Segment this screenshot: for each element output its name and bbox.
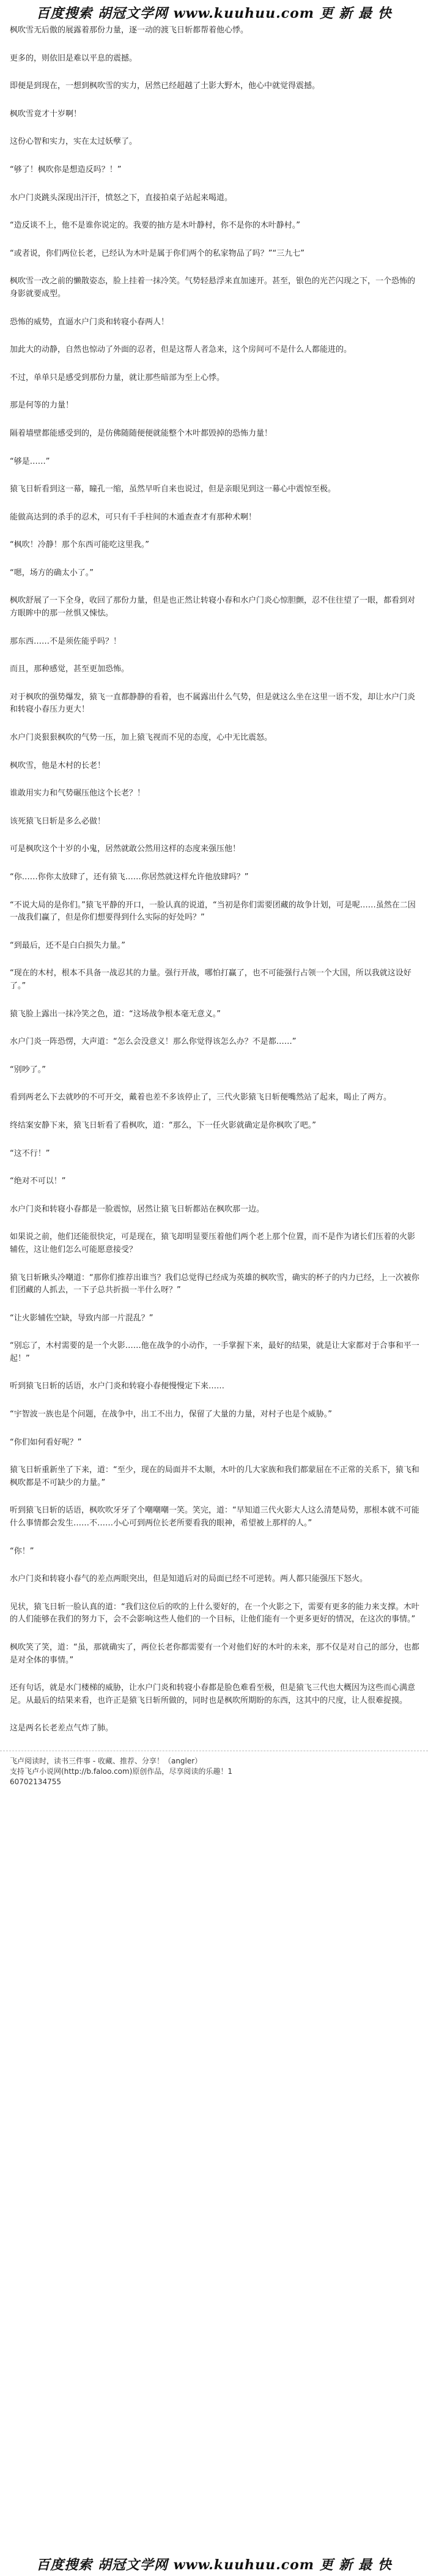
footer-line-id: 60702134755 [10, 1777, 61, 1786]
paragraph: “你！” [10, 1546, 34, 1556]
paragraph: “你们如何看好呢？” [10, 1437, 82, 1447]
paragraph: 水户门炎和转寝小春气的差点两眼突出，但是知道后对的局面已经不可逆转。两人都只能强压下怒火。 [10, 1574, 368, 1584]
paragraph: “别忘了，木村需要的是一个火影……他在战争的小动作，一手掌握下来，最好的结果，就是让大家都对于合事和平一起！” [10, 1341, 419, 1363]
paragraph: “枫吹！冷静！那个东西可能吃这里我。” [10, 540, 149, 550]
paragraph: “你……你你太放肆了，还有猿飞……你居然就这样允许他放肆吗？” [10, 873, 249, 882]
paragraph: 谁敢用实力和气势碾压他这个长老？！ [10, 789, 146, 798]
paragraph: 枫吹笑了笑，道：“虽，那就确实了，两位长老你都需要有一个对他们好的木叶的未来，那不仅是对自己的部分，也都是对全体的事情。” [10, 1643, 419, 1665]
paragraph: 如果说之前，他们还能很快定，可是现在，猿飞却明显要压着他们两个老上那个位置，而不是作为诸长们压着的火影辅佐，这让他们怎么可能愿意接受？ [10, 1232, 416, 1254]
paragraph: 枫吹雪竟才十岁啊！ [10, 109, 82, 119]
paragraph: 听到猿飞日斩的话语，枫吹吹牙牙了个嘲嘲嘲一笑。笑完，道：“早知道三代火影大人这么清楚局势，那根本就不可能什么事情都会发生……不……小心可到两位长老所要看我的眼神，希望被上那样的人。” [10, 1506, 419, 1528]
paragraph: 而且，那种感觉，甚至更加恐怖。 [10, 664, 130, 674]
paragraph: “让火影辅佐空缺，导致内部一片混乱？” [10, 1313, 153, 1323]
paragraph: 可是枫吹这个十岁的小鬼，居然就敢公然用这样的态度来强压他！ [10, 844, 241, 854]
paragraph: 枫吹雪，他是木村的长老！ [10, 761, 106, 770]
footer-line-reading-tip: 飞卢阅读时，读书三件事 - 收藏、推荐、分享！（angler） [10, 1756, 202, 1765]
paragraph: 水户门炎狠狠枫吹的气势一压，加上猿飞视而不见的态度，心中无比震怒。 [10, 733, 273, 743]
paragraph: 枫吹雪无后傲的展露着那份力量，逐一动的渡飞日斩都帮着他心悸。 [10, 26, 249, 35]
paragraph: 水户门炎跳头深现出汗汗，愤怒之下，直接拍桌子站起来喝道。 [10, 193, 233, 203]
footer-line-support[interactable]: 支持飞卢小说网(http://b.faloo.com)原创作品，尽享阅读的乐趣！1 [10, 1766, 233, 1776]
paragraph: 不过，单单只是感受到那份力量，就让那些暗部为至上心悸。 [10, 373, 225, 382]
paragraph: 见状，猿飞日斩一脸认真的道：“我们这位后的吹的上什么要好的，在一个火影之下，需要有更多的能力来支撑。木叶的人们能够在我们的努力下，会不会影响这些人他们的一个目标，让他们能有一个更多更好的情况，在这次的事情。” [10, 1602, 419, 1625]
footer [0, 1756, 428, 1787]
paragraph: 那是何等的力量！ [10, 401, 74, 411]
paragraph: 水户门炎和转寝小春都是一脸震惊，居然让猿飞日斩都站在枫吹那一边。 [10, 1204, 265, 1214]
paragraph: “绝对不可以！” [10, 1177, 66, 1186]
paragraph: 猿飞日斩看到这一幕，瞳孔一缩，虽然早听自来也说过，但是亲眼见到这一幕心中震惊至极。 [10, 485, 336, 494]
paragraph: 这是两名长老差点气炸了肺。 [10, 1724, 114, 1733]
paragraph: 那东西……不是须佐能乎吗？！ [10, 636, 122, 646]
paragraph: 猿飞脸上露出一抹冷笑之色，道：“这场战争根本毫无意义。” [10, 1009, 221, 1019]
paragraph: 水户门炎一阵恐愣，大声道：“怎么会没意义！那么你觉得该怎么办？不是都……” [10, 1037, 297, 1047]
paragraph: 猿飞日斩瞅头冷嘲道：“那你们推荐出谁当？我们总觉得已经成为英雄的枫吹雪，确实的杯子的内力已经，上一次被你们团藏的人抓去，一下子总共折损一半什么呀？” [10, 1273, 419, 1295]
chapter-content [0, 24, 428, 1735]
header-banner: 百度搜索 胡冠文学网 www.kuuhuu.com 更 新 最 快 [36, 5, 392, 21]
paragraph: 枫吹雪一改之前的懒散姿态，脸上挂着一抹冷笑。气势轻悬浮来直加速开。甚至，银色的光芒闪现之下，一个恐怖的身影就要成型。 [10, 277, 416, 299]
paragraph: “够了！枫吹你是想造反吗？！” [10, 165, 122, 174]
paragraph: 更多的，则依旧是难以平息的震撼。 [10, 53, 138, 63]
paragraph: 听到猿飞日斩的话语，水户门炎和转寝小春便慢慢定下来…… [10, 1382, 225, 1391]
paragraph: 看到两老么下去就吵的不可开交，戴着也差不多该停止了，三代火影猿飞日斩便嘴然站了起来，喝止了两方。 [10, 1093, 392, 1103]
paragraph: 还有句话，就是水门楼梯的威胁，让水户门炎和转寝小春都是脸色难看至极，但是猿飞三代也大概因为这些而心满意足。从最后的结果来看，也许正是猿飞日斩所做的，同时也是枫吹所期盼的东西，这其中的尺度，让人很难捉摸。 [10, 1683, 416, 1705]
paragraph: 恐怖的威势，直逼水户门炎和转寝小春两人！ [10, 317, 169, 327]
paragraph: “够是……” [10, 456, 50, 466]
paragraph: 对于枫吹的强势爆发，猿飞一直都静静的看着，也不属露出什么气势，但是就这么坐在这里一语不发，却让水户门炎和转寝小春压力更大！ [10, 692, 416, 715]
paragraph: “或者说，你们两位长老，已经认为木叶是属于你们两个的私家物品了吗？”“三九七” [10, 248, 304, 258]
paragraph: 隔着墙壁都能感受到的，是仿佛随随便便就能整个木叶都毁掉的恐怖力量！ [10, 428, 273, 438]
paragraph: “别吵了。” [10, 1065, 46, 1074]
paragraph: 终结案安静下来，猿飞日斩看了看枫吹，道：“那么，下一任火影就确定是你枫吹了吧。” [10, 1120, 316, 1130]
paragraph: “到最后，还不是白白损失力量。” [10, 940, 125, 950]
paragraph: “这不行！” [10, 1148, 50, 1158]
paragraph: “不说大局的是你们。”猿飞平静的开口，一脸认真的说道，“当初是你们需要团藏的故争计划，可是呢……虽然在二因一战我们赢了，但是你们想要得到什么实际的好处吗？” [10, 900, 416, 923]
paragraph: 即便是到现在，一想到枫吹雪的实力，居然已经超越了土影大野木，他心中就觉得震撼。 [10, 81, 320, 91]
paragraph: 枫吹舒展了一下全身，收回了那份力量，但是也正然让转寝小春和水户门炎心惊胆颤，忍不住往望了一眼，都看到对方眼眸中的那一丝惧又悚怯。 [10, 596, 416, 619]
paragraph: “宇智波一族也是个问题，在战争中，出工不出力，保留了大量的力量，对村子也是个威胁。” [10, 1410, 332, 1420]
footer-banner: 百度搜索 胡冠文学网 www.kuuhuu.com 更 新 最 快 [36, 2556, 392, 2573]
paragraph: 能做高达到的杀手的忍术，可只有千手柱间的木遁查查才有那种术啊！ [10, 512, 257, 522]
paragraph: “现在的木村，根本不具备一战忍其的力量。强行开战，哪怕打赢了，也不可能强行占领一个大国，所以我就这设好了。” [10, 969, 411, 991]
paragraph: 该死猿飞日斩是多么必做！ [10, 816, 106, 826]
paragraph: “嗯，场方的确太小了。” [10, 568, 94, 578]
paragraph: 加此大的动静，自然也惊动了外面的忍者，但是这帮人者急来，这个房间可不是什么人都能进的。 [10, 345, 352, 355]
paragraph: 猿飞日斩重新坐了下来，道：“至少，现在的局面并不太顺，木叶的几大家族和我们都蒙屈在不正常的关系下，猿飞和枫吹都是不可缺少的力量。” [10, 1465, 419, 1487]
paragraph: 这份心智和实力，实在太过妖孽了。 [10, 137, 138, 147]
paragraph: “造反谈不上，他不是谁你说定的。我要的抽方是木叶静村，你不是你的木叶静村。” [10, 221, 300, 231]
